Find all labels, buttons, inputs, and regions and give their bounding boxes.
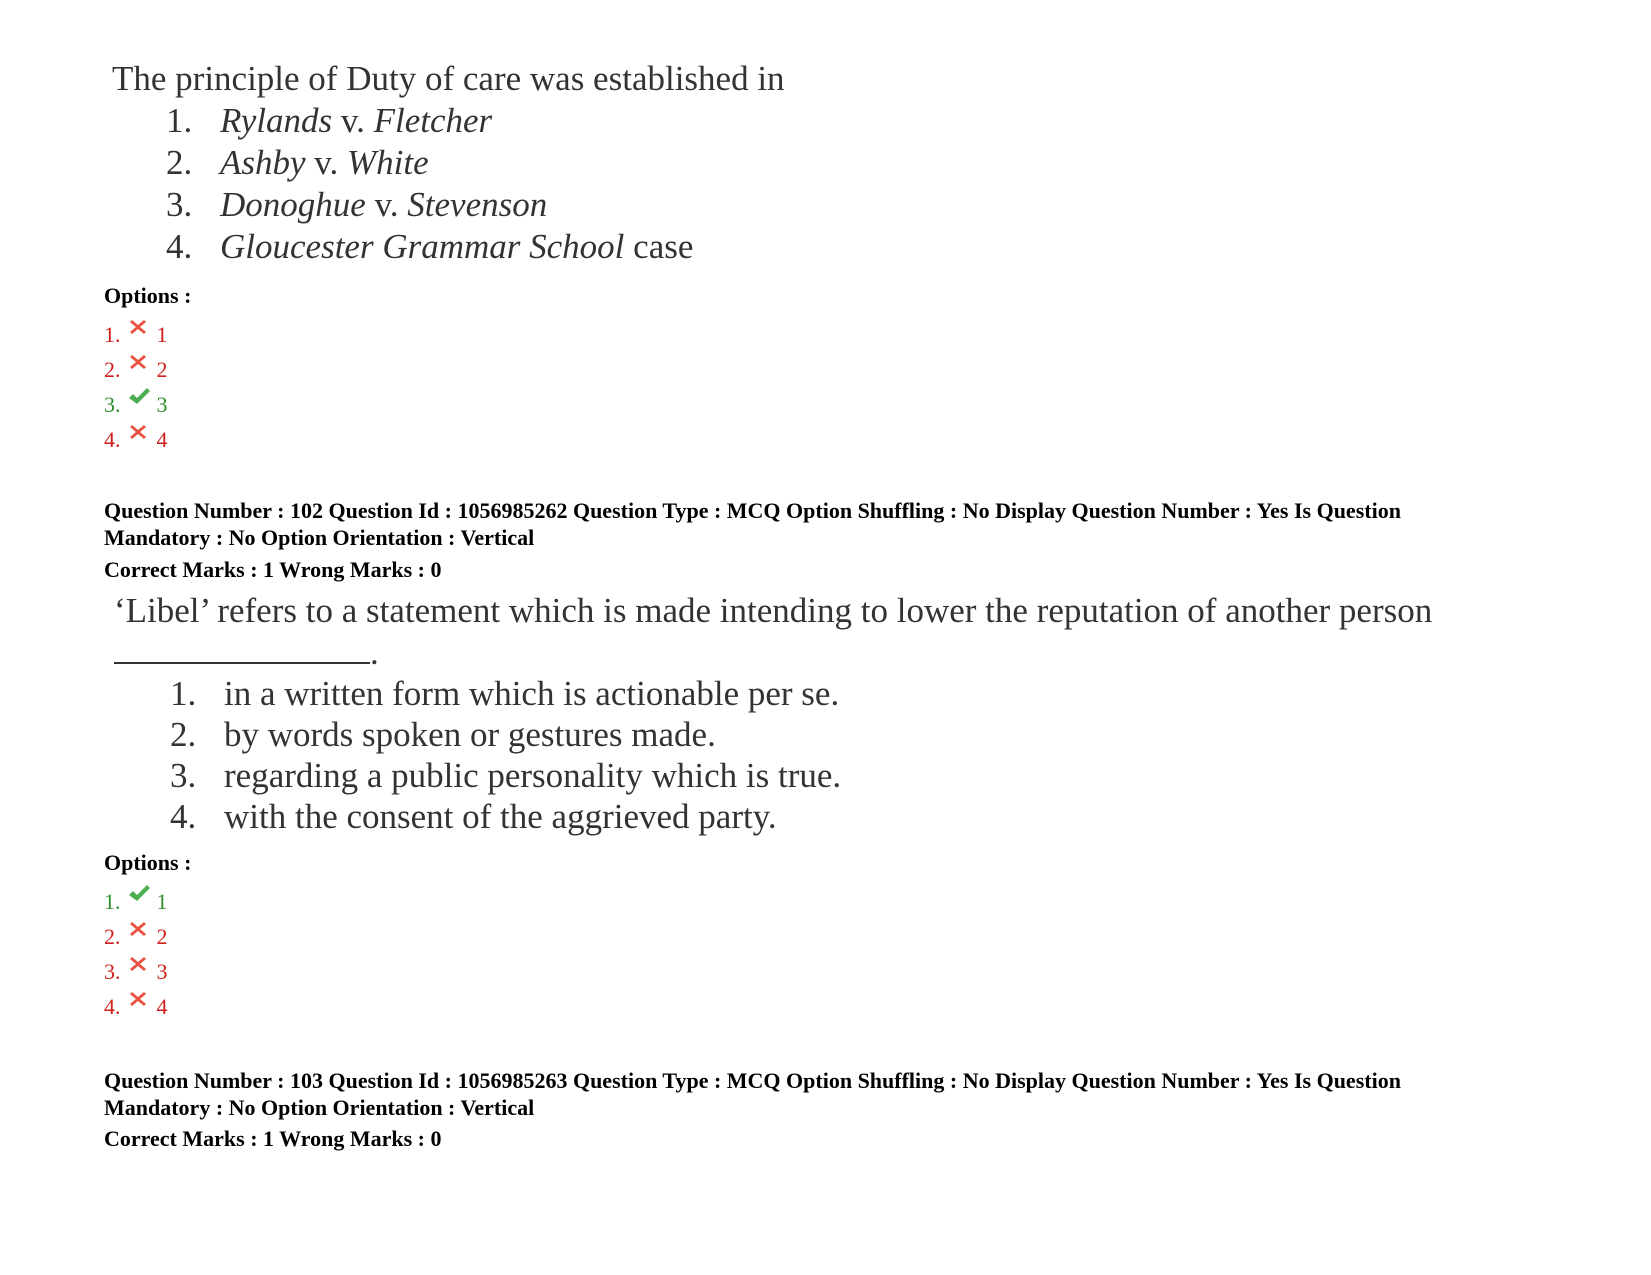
- check-icon: [127, 883, 149, 905]
- option-row: 3. 3: [104, 386, 168, 421]
- option-row: 2. 2: [104, 918, 168, 953]
- question-103-meta: Question Number : 103 Question Id : 1056985263 Question Type : MCQ Option Shuffling : No Display Question Number : Yes Is Question Mandatory : No Option Orientation : Vertical: [104, 1068, 1401, 1120]
- question-102-options-label: Options :: [104, 850, 192, 875]
- question-102-choice: 2. by words spoken or gestures made.: [170, 715, 716, 754]
- question-101-stem: The principle of Duty of care was established in: [112, 59, 785, 98]
- option-row: 4. 4: [104, 988, 168, 1023]
- question-103-marks: Correct Marks : 1 Wrong Marks : 0: [104, 1126, 442, 1151]
- question-102-blank: .: [114, 632, 379, 674]
- question-102-choices: [170, 673, 841, 837]
- question-101-options-label: Options :: [104, 283, 192, 308]
- cross-icon: [127, 421, 149, 443]
- cross-icon: [127, 918, 149, 940]
- question-102-choice: 1. in a written form which is actionable per se.: [170, 674, 840, 713]
- question-101-choice: 2. Ashby v. White: [166, 143, 429, 182]
- cross-icon: [127, 351, 149, 373]
- question-102-meta: Question Number : 102 Question Id : 1056985262 Question Type : MCQ Option Shuffling : No Display Question Number : Yes Is Question Mandatory : No Option Orientation : Vertical: [104, 498, 1401, 550]
- question-102-choice: 3. regarding a public personality which is true.: [170, 756, 842, 795]
- option-row: 1. 1: [104, 883, 168, 918]
- question-102-choice: 4. with the consent of the aggrieved party.: [170, 797, 777, 836]
- option-row: 3. 3: [104, 953, 168, 988]
- question-101-choices: [166, 100, 693, 268]
- option-row: 4. 4: [104, 421, 168, 456]
- cross-icon: [127, 988, 149, 1010]
- blank-line: [114, 632, 370, 664]
- cross-icon: [127, 953, 149, 975]
- question-101-choice: 4. Gloucester Grammar School case: [166, 227, 694, 266]
- question-102-marks: Correct Marks : 1 Wrong Marks : 0: [104, 557, 442, 582]
- question-102-stem: ‘Libel’ refers to a statement which is made intending to lower the reputation of another person: [114, 591, 1433, 630]
- question-101-options: [104, 316, 168, 456]
- check-icon: [127, 386, 149, 408]
- option-row: 1. 1: [104, 316, 168, 351]
- question-101-choice: 1. Rylands v. Fletcher: [166, 101, 493, 140]
- cross-icon: [127, 316, 149, 338]
- question-101-choice: 3. Donoghue v. Stevenson: [166, 185, 548, 224]
- question-102-options: [104, 883, 168, 1023]
- option-row: 2. 2: [104, 351, 168, 386]
